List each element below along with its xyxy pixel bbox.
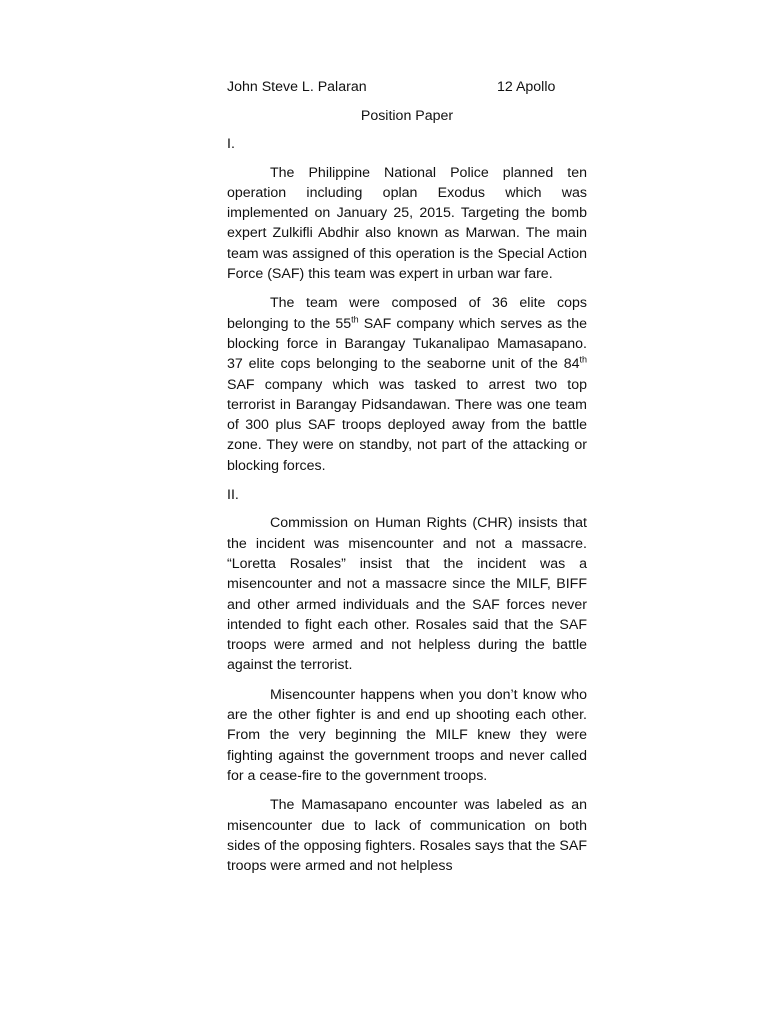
paragraph-2-part-2: SAF company which serves as the blocking force in Barangay Tukanalipao Mamasapano. 37 elite cops belonging to the seaborne unit of the 84 — [227, 315, 588, 373]
class-section: 12 Apollo — [497, 79, 556, 95]
author-name: John Steve L. Palaran — [227, 79, 367, 95]
paragraph-2-part-1: The team were composed of 36 elite cops belonging to the 55 — [227, 295, 587, 332]
section-label-1: I. — [227, 136, 235, 153]
document-title: Position Paper — [360, 108, 454, 124]
paragraph-3: Commission on Human Rights (CHR) insists that the incident was misencounter and not a massacre. “Loretta Rosales” insist that the incident was a misencounter and not a massacre since the MILF, BIFF and other armed individuals and the SAF forces never intended to fight each other. Rosales said that the SAF troops were armed and not helpless during the battle against the terrorist. — [227, 515, 587, 674]
ordinal-suffix-2: th — [579, 354, 587, 365]
ordinal-suffix-1: th — [351, 313, 359, 324]
paragraph-2 — [227, 293, 587, 476]
paragraph-2-part-3: SAF company which was tasked to arrest two top terrorist in Barangay Pidsandawan. There was one team of 300 plus SAF troops deployed away from the battle zone. They were on standby, not part of the attacking or blocking forces. — [227, 376, 587, 474]
paragraph-4: Misencounter happens when you don’t know who are the other fighter is and end up shooting each other. From the very beginning the MILF knew they were fighting against the government troops and never called for a cease-fire to the government troops. — [227, 686, 587, 784]
document-header — [227, 77, 587, 97]
section-label-2: II. — [227, 487, 239, 504]
document-body — [227, 77, 587, 885]
paragraph-1: The Philippine National Police planned ten operation including oplan Exodus which was implemented on January 25, 2015. Targeting the bomb expert Zulkifli Abdhir also known as Marwan. The main team was assigned of this operation is the Special Action Force (SAF) this team was expert in urban war fare. — [227, 164, 587, 283]
paragraph-5: The Mamasapano encounter was labeled as an misencounter due to lack of communication on both sides of the opposing fighters. Rosales says that the SAF troops were armed and not helpless — [227, 797, 587, 875]
